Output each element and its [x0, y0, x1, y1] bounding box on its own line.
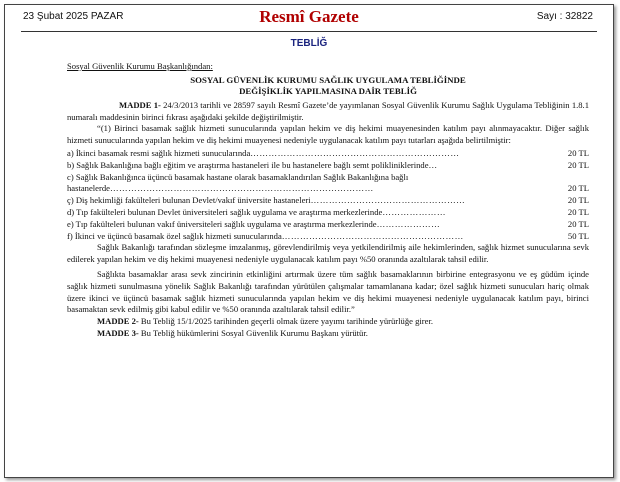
- article-3-label: MADDE 3-: [97, 327, 139, 338]
- issue-number: Sayı : 32822: [536, 11, 593, 22]
- issuer-line: Sosyal Güvenlik Kurumu Başkanlığından:: [67, 61, 213, 71]
- gazette-header: [5, 5, 613, 31]
- heading-line-1: SOSYAL GÜVENLİK KURUMU SAĞLIK UYGULAMA TEBLİĞİNDE: [190, 74, 466, 85]
- fee-item-b: b) Sağlık Bakanlığına bağlı eğitim ve araştırma hastaneleri ile bu hastanelere bağlı semt polikliniklerinde… 20 TL: [67, 159, 589, 170]
- document-page: [4, 4, 614, 478]
- header-divider: [21, 31, 597, 32]
- section-label: TEBLİĞ: [290, 38, 328, 49]
- article-2-text: Bu Tebliğ 15/1/2025 tarihinden geçerli olmak üzere yayımı tarihinde yürürlüğe girer.: [138, 316, 433, 327]
- article-3: [67, 328, 589, 340]
- article-2: [67, 316, 589, 328]
- fee-item-d: d) Tıp fakülteleri bulunan Devlet üniversiteleri sağlık uygulama ve araştırma merkezlerinde………………… 20 TL: [67, 206, 589, 217]
- gazette-title: Resmî Gazete: [259, 7, 359, 26]
- fee-amount: 50 TL: [567, 230, 589, 241]
- fee-list: [67, 148, 589, 242]
- document-heading: [67, 75, 589, 97]
- paragraph-referral-chain: Sağlıkta basamaklar arası sevk zincirinin etkinliğini artırmak üzere tüm sağlık basamaklarının birbirine entegrasyonu ve eş güdüm içinde sağlık hizmeti sunulmasına yönelik Sağlık Bakanlığı tarafından yürütülen çalışmalar tamamlanana kadar; özel sağlık hizmeti sunucuları hariç olmak üzere ikinci ve üçüncü basamak sağlık hizmeti sunucularında yapılan hekim ve diş hekimi muayenesi nedeniyle uygulanacak katılım payı, birinci basamaktan sevk edilmiş gibi kabul edilir ve %50 oranında azaltılarak tahsil edilir.”: [67, 268, 589, 315]
- fee-amount: 20 TL: [567, 183, 589, 194]
- fee-item-c-cedilla: ç) Diş hekimliği fakülteleri bulunan Devlet/vakıf üniversite hastaneleri…………………………………………… 20 TL: [67, 195, 589, 206]
- article-1: [67, 100, 589, 124]
- fee-item-c: c) Sağlık Bakanlığınca üçüncü basamak hastane olarak basamaklandırılan Sağlık Bakanlığına bağlı hastanelerde…………………………………………………………………………… 20 TL: [67, 171, 589, 194]
- issue-date: 23 Şubat 2025 PAZAR: [23, 11, 124, 22]
- article-3-text: Bu Tebliğ hükümlerini Sosyal Güvenlik Kurumu Başkanı yürütür.: [138, 327, 368, 338]
- document-body: [67, 61, 589, 340]
- fee-item-f: f) İkinci ve üçüncü basamak özel sağlık hizmeti sunucularında…………………………………………………… 50 TL: [67, 230, 589, 241]
- paragraph-family-doctor: Sağlık Bakanlığı tarafından sözleşme imzalanmış, görevlendirilmiş veya yetkilendirilmiş aile hekimlerinden, sağlık hizmet sunucularına sevk edilerek yapılan hekim ve diş hekimi muayenesi nedeniyle uygulanacak katılım payı %50 oranında azaltılarak tahsil edilir.: [67, 242, 589, 265]
- fee-item-a: a) İkinci basamak resmi sağlık hizmeti sunucularında…………………………………………………………… 20 TL: [67, 147, 589, 158]
- heading-line-2: DEĞİŞİKLİK YAPILMASINA DAİR TEBLİĞ: [239, 85, 417, 96]
- fee-amount: 20 TL: [567, 147, 589, 158]
- fee-item-e: e) Tıp fakülteleri bulunan vakıf üniversiteleri sağlık uygulama ve araştırma merkezlerinde………………… 20 TL: [67, 218, 589, 229]
- fee-amount: 20 TL: [567, 159, 589, 170]
- article-2-label: MADDE 2-: [97, 316, 139, 327]
- quote-intro: “(1) Birinci basamak sağlık hizmeti sunucularında yapılan hekim ve diş hekimi muayenesinden katılım payı alınmayacaktır. Diğer sağlık hizmeti sunucularında yapılan hekim ve diş hekimi muayenesi nedeniyle uygulanacak katılım payı tutarları aşağıda belirtilmiştir:: [67, 123, 589, 146]
- fee-amount: 20 TL: [567, 218, 589, 229]
- article-1-text: 24/3/2013 tarihli ve 28597 sayılı Resmî Gazete’de yayımlanan Sosyal Güvenlik Kurumu Sağlık Uygulama Tebliğinin 1.8.1 numaralı maddesinin birinci fıkrası aşağıdaki şekilde değiştirilmiştir.: [67, 99, 590, 122]
- fee-amount: 20 TL: [567, 195, 589, 206]
- article-1-label: MADDE 1-: [119, 99, 161, 110]
- fee-amount: 20 TL: [567, 206, 589, 217]
